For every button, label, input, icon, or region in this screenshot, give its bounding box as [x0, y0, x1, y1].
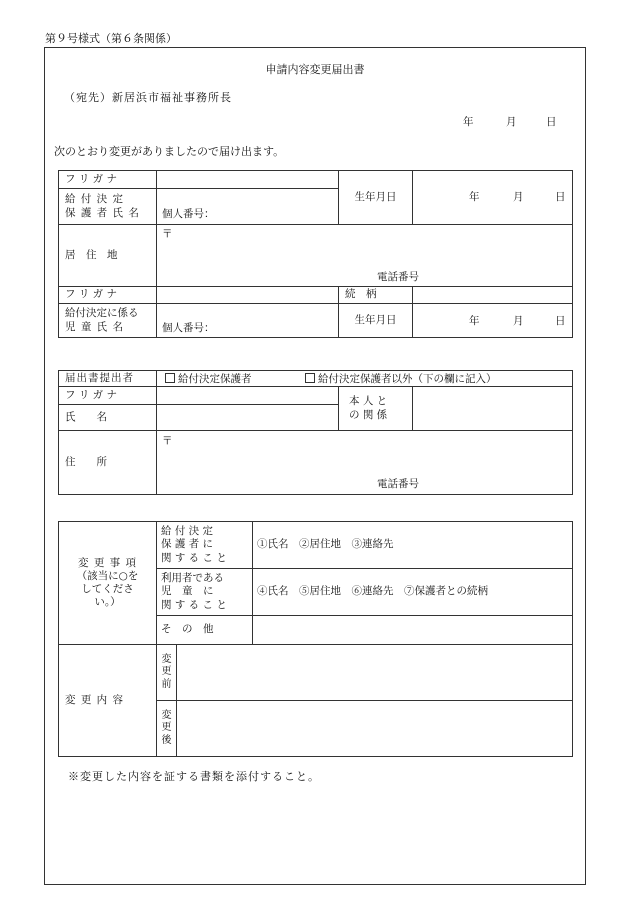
relation-label: 本 人 と の 関 係: [339, 387, 413, 431]
before-label: 変 更 前: [157, 645, 177, 701]
furigana-input[interactable]: [157, 171, 339, 189]
relationship-label: 続 柄: [339, 287, 413, 304]
relationship-input[interactable]: [413, 287, 573, 304]
guardian-birthdate-input[interactable]: [413, 171, 573, 225]
submitter-furigana-label: フ リ ガ ナ: [59, 387, 157, 405]
date-month: 月: [506, 116, 517, 128]
form-number: 第９号様式（第６条関係）: [45, 32, 177, 45]
child-furigana-label: フ リ ガ ナ: [59, 287, 157, 304]
phone-label: 電話番号: [377, 478, 419, 490]
guardian-name-label: 給 付 決 定 保 護 者 氏 名: [59, 189, 157, 225]
relation-input[interactable]: [413, 387, 573, 431]
submitter-name-input[interactable]: [157, 405, 339, 431]
option-other-checkbox[interactable]: 給付決定保護者以外（下の欄に記入）: [305, 373, 497, 385]
address-input[interactable]: [157, 225, 573, 287]
address-label: 居 住 地: [59, 225, 157, 287]
child-items[interactable]: ④氏名 ⑤居住地 ⑥連絡先 ⑦保護者との続柄: [253, 569, 573, 616]
phone-label: 電話番号: [377, 271, 419, 283]
date-day: 日: [546, 116, 557, 128]
year-label: 年: [469, 191, 480, 203]
guardian-name-input[interactable]: [157, 189, 339, 225]
child-name-input[interactable]: [157, 304, 339, 338]
submitter-address-label: 住 所: [59, 431, 157, 495]
month-label: 月: [513, 191, 524, 203]
submitter-table: [58, 370, 573, 495]
guardian-items[interactable]: ①氏名 ②居住地 ③連絡先: [253, 522, 573, 569]
submitter-options: [157, 371, 573, 387]
child-birthdate-input[interactable]: [413, 304, 573, 338]
checkbox-icon: [165, 373, 175, 383]
submitter-label: 届出書提出者: [59, 371, 157, 387]
submitter-furigana-input[interactable]: [157, 387, 339, 405]
submitter-name-label: 氏 名: [59, 405, 157, 431]
intro-text: 次のとおり変更がありましたので届け出ます。: [54, 145, 285, 158]
checkbox-icon: [305, 373, 315, 383]
month-label: 月: [513, 315, 524, 327]
date-year: 年: [463, 116, 474, 128]
child-name-label: 給付決定に係る 児 童 氏 名: [59, 304, 157, 338]
after-label: 変 更 後: [157, 701, 177, 757]
postal-mark: 〒: [162, 435, 173, 447]
furigana-label: フ リ ガ ナ: [59, 171, 157, 189]
option-guardian-checkbox[interactable]: 給付決定保護者: [165, 373, 252, 385]
form-title: 申請内容変更届出書: [265, 63, 365, 76]
child-related-label: 利用者である 児 童 に 関 す る こ と: [157, 569, 253, 616]
year-label: 年: [469, 315, 480, 327]
day-label: 日: [555, 315, 566, 327]
other-label: そ の 他: [157, 616, 253, 645]
addressee: （宛先）新居浜市福祉事務所長: [64, 91, 232, 104]
postal-mark: 〒: [162, 228, 173, 240]
child-individual-number-label: 個人番号：: [162, 322, 215, 334]
change-content-label: 変 更 内 容: [59, 645, 157, 757]
guardian-related-label: 給 付 決 定 保 護 者 に 関 す る こ と: [157, 522, 253, 569]
applicant-table: [58, 170, 573, 338]
change-items-label: 変 更 事 項 （該当に○を してくださ い。）: [59, 522, 157, 645]
other-input[interactable]: [253, 616, 573, 645]
child-furigana-input[interactable]: [157, 287, 339, 304]
day-label: 日: [555, 191, 566, 203]
birthdate-label: 生年月日: [339, 171, 413, 225]
change-table: [58, 521, 573, 757]
after-input[interactable]: [177, 701, 573, 757]
child-birthdate-label: 生年月日: [339, 304, 413, 338]
attachment-note: ※変更した内容を証する書類を添付すること。: [68, 770, 320, 783]
submitter-address-input[interactable]: [157, 431, 573, 495]
before-input[interactable]: [177, 645, 573, 701]
individual-number-label: 個人番号：: [162, 208, 215, 220]
